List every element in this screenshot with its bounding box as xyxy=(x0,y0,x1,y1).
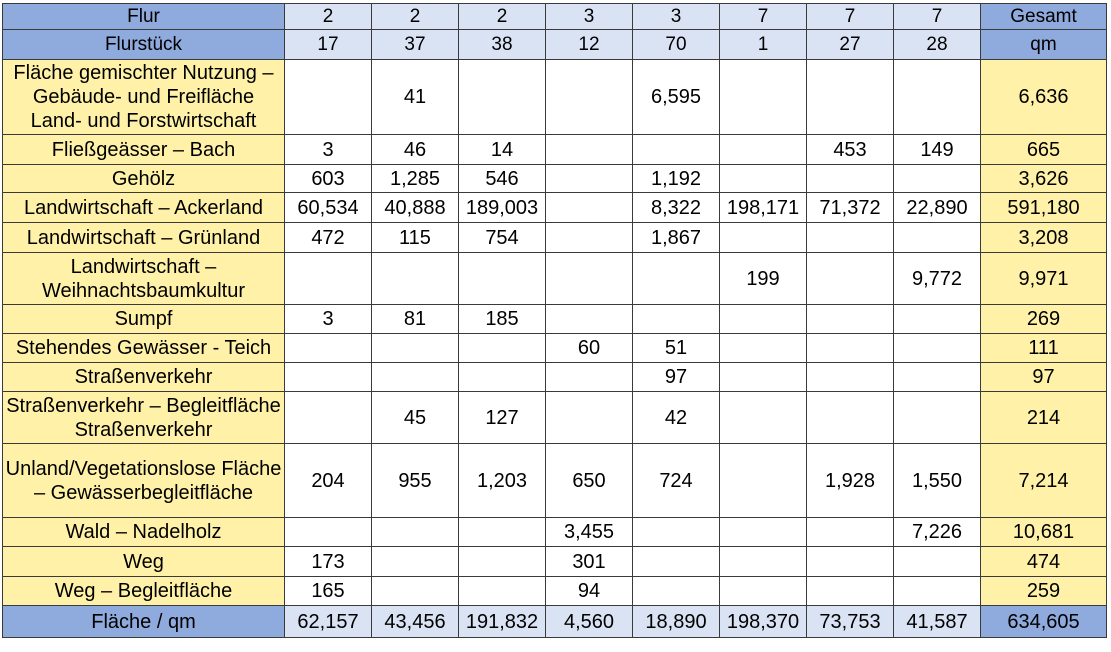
row-label: Wald – Nadelholz xyxy=(3,518,285,547)
row-total: 97 xyxy=(981,363,1107,392)
header-row-flur xyxy=(3,4,1107,30)
flur-value: 3 xyxy=(633,4,720,30)
area-cell: 1,867 xyxy=(633,223,720,253)
area-cell: 60 xyxy=(546,334,633,363)
flurstueck-value: 38 xyxy=(459,30,546,60)
area-cell xyxy=(633,518,720,547)
area-cell: 301 xyxy=(546,547,633,577)
row-label: Straßenverkehr – Begleitfläche Straßenverkehr xyxy=(3,392,285,444)
area-cell xyxy=(546,392,633,444)
area-cell xyxy=(546,363,633,392)
table-row xyxy=(3,193,1107,223)
flur-value: 2 xyxy=(459,4,546,30)
area-cell: 472 xyxy=(285,223,372,253)
area-cell xyxy=(720,392,807,444)
row-label: Landwirtschaft – Grünland xyxy=(3,223,285,253)
table-row xyxy=(3,518,1107,547)
area-cell xyxy=(546,60,633,135)
area-cell xyxy=(372,518,459,547)
area-cell xyxy=(633,253,720,305)
grand-total: 634,605 xyxy=(981,606,1107,638)
flurstueck-value: 70 xyxy=(633,30,720,60)
area-cell xyxy=(459,547,546,577)
land-use-table xyxy=(2,3,1107,638)
flur-value: 7 xyxy=(894,4,981,30)
area-cell xyxy=(546,193,633,223)
area-cell xyxy=(546,223,633,253)
footer-label: Fläche / qm xyxy=(3,606,285,638)
row-total: 474 xyxy=(981,547,1107,577)
area-cell: 199 xyxy=(720,253,807,305)
column-total: 191,832 xyxy=(459,606,546,638)
row-label: Sumpf xyxy=(3,305,285,334)
area-cell: 7,226 xyxy=(894,518,981,547)
area-cell: 204 xyxy=(285,444,372,518)
flur-value: 3 xyxy=(546,4,633,30)
table-row xyxy=(3,334,1107,363)
area-cell xyxy=(807,253,894,305)
column-total: 73,753 xyxy=(807,606,894,638)
column-total: 41,587 xyxy=(894,606,981,638)
table-row xyxy=(3,444,1107,518)
area-cell: 724 xyxy=(633,444,720,518)
area-cell: 189,003 xyxy=(459,193,546,223)
row-label: Unland/Vegetationslose Fläche – Gewässerbegleitfläche xyxy=(3,444,285,518)
table-row xyxy=(3,577,1107,606)
area-cell xyxy=(372,577,459,606)
area-cell xyxy=(894,223,981,253)
flur-value: 7 xyxy=(720,4,807,30)
area-cell xyxy=(720,135,807,165)
area-cell xyxy=(372,547,459,577)
area-cell: 40,888 xyxy=(372,193,459,223)
area-cell xyxy=(807,305,894,334)
area-cell xyxy=(720,223,807,253)
area-cell xyxy=(720,444,807,518)
row-total: 111 xyxy=(981,334,1107,363)
table-row xyxy=(3,60,1107,135)
area-cell: 650 xyxy=(546,444,633,518)
table-row xyxy=(3,392,1107,444)
area-cell: 1,203 xyxy=(459,444,546,518)
area-cell: 97 xyxy=(633,363,720,392)
row-total: 665 xyxy=(981,135,1107,165)
area-cell xyxy=(807,577,894,606)
area-cell xyxy=(285,253,372,305)
area-cell: 3,455 xyxy=(546,518,633,547)
flurstueck-value: 1 xyxy=(720,30,807,60)
area-cell xyxy=(807,518,894,547)
header-row-flurstueck xyxy=(3,30,1107,60)
area-cell xyxy=(459,518,546,547)
area-cell xyxy=(720,577,807,606)
row-label: Weg xyxy=(3,547,285,577)
area-cell xyxy=(546,165,633,193)
area-cell xyxy=(459,577,546,606)
unit-header: qm xyxy=(981,30,1107,60)
area-cell xyxy=(894,334,981,363)
area-cell: 60,534 xyxy=(285,193,372,223)
area-cell: 198,171 xyxy=(720,193,807,223)
area-cell xyxy=(633,547,720,577)
area-cell xyxy=(720,305,807,334)
area-cell xyxy=(459,334,546,363)
gesamt-header: Gesamt xyxy=(981,4,1107,30)
area-cell xyxy=(894,305,981,334)
area-cell xyxy=(546,253,633,305)
row-total: 7,214 xyxy=(981,444,1107,518)
flur-value: 2 xyxy=(285,4,372,30)
area-cell: 3 xyxy=(285,135,372,165)
area-cell xyxy=(807,223,894,253)
area-cell: 8,322 xyxy=(633,193,720,223)
row-total: 3,626 xyxy=(981,165,1107,193)
area-cell xyxy=(720,518,807,547)
area-cell xyxy=(807,334,894,363)
column-total: 18,890 xyxy=(633,606,720,638)
table-row xyxy=(3,547,1107,577)
row-label: Landwirtschaft – Weihnachtsbaumkultur xyxy=(3,253,285,305)
table-row xyxy=(3,165,1107,193)
area-cell: 71,372 xyxy=(807,193,894,223)
table-row xyxy=(3,305,1107,334)
area-cell xyxy=(633,577,720,606)
area-cell xyxy=(459,363,546,392)
area-cell xyxy=(546,135,633,165)
row-total: 3,208 xyxy=(981,223,1107,253)
area-cell: 6,595 xyxy=(633,60,720,135)
area-cell: 1,192 xyxy=(633,165,720,193)
flurstueck-value: 37 xyxy=(372,30,459,60)
area-cell: 1,550 xyxy=(894,444,981,518)
area-cell xyxy=(894,577,981,606)
flur-value: 7 xyxy=(807,4,894,30)
column-total: 4,560 xyxy=(546,606,633,638)
area-cell xyxy=(807,392,894,444)
table-row xyxy=(3,135,1107,165)
area-cell: 149 xyxy=(894,135,981,165)
area-cell xyxy=(720,334,807,363)
row-total: 259 xyxy=(981,577,1107,606)
row-label: Fließgeässer – Bach xyxy=(3,135,285,165)
flurstueck-value: 27 xyxy=(807,30,894,60)
table-row xyxy=(3,223,1107,253)
area-cell: 94 xyxy=(546,577,633,606)
area-cell: 41 xyxy=(372,60,459,135)
area-cell: 42 xyxy=(633,392,720,444)
area-cell xyxy=(894,60,981,135)
area-cell xyxy=(633,135,720,165)
area-cell xyxy=(894,363,981,392)
flur-value: 2 xyxy=(372,4,459,30)
area-cell xyxy=(285,518,372,547)
area-cell: 185 xyxy=(459,305,546,334)
area-cell xyxy=(894,165,981,193)
area-cell xyxy=(285,60,372,135)
flurstueck-value: 17 xyxy=(285,30,372,60)
area-cell: 546 xyxy=(459,165,546,193)
area-cell: 3 xyxy=(285,305,372,334)
area-cell: 453 xyxy=(807,135,894,165)
row-label: Stehendes Gewässer - Teich xyxy=(3,334,285,363)
table-row xyxy=(3,253,1107,305)
area-cell xyxy=(720,60,807,135)
area-cell: 1,928 xyxy=(807,444,894,518)
area-cell xyxy=(807,547,894,577)
area-cell xyxy=(807,363,894,392)
area-cell xyxy=(285,334,372,363)
area-cell xyxy=(720,547,807,577)
area-cell: 1,285 xyxy=(372,165,459,193)
area-cell xyxy=(894,392,981,444)
column-total: 62,157 xyxy=(285,606,372,638)
flurstueck-value: 28 xyxy=(894,30,981,60)
area-cell xyxy=(459,60,546,135)
row-label: Weg – Begleitfläche xyxy=(3,577,285,606)
area-cell xyxy=(633,305,720,334)
land-use-table-container xyxy=(2,3,1107,638)
table-row xyxy=(3,363,1107,392)
area-cell xyxy=(285,363,372,392)
row-total: 9,971 xyxy=(981,253,1107,305)
row-label: Landwirtschaft – Ackerland xyxy=(3,193,285,223)
flurstueck-header: Flurstück xyxy=(3,30,285,60)
area-cell: 81 xyxy=(372,305,459,334)
area-cell: 955 xyxy=(372,444,459,518)
row-total: 10,681 xyxy=(981,518,1107,547)
area-cell: 22,890 xyxy=(894,193,981,223)
row-total: 6,636 xyxy=(981,60,1107,135)
area-cell xyxy=(372,253,459,305)
area-cell: 173 xyxy=(285,547,372,577)
area-cell xyxy=(372,334,459,363)
area-cell xyxy=(720,363,807,392)
row-total: 591,180 xyxy=(981,193,1107,223)
area-cell: 165 xyxy=(285,577,372,606)
area-cell xyxy=(546,305,633,334)
area-cell: 46 xyxy=(372,135,459,165)
area-cell xyxy=(807,165,894,193)
area-cell xyxy=(894,547,981,577)
area-cell xyxy=(459,253,546,305)
flur-header: Flur xyxy=(3,4,285,30)
area-cell xyxy=(807,60,894,135)
row-label: Straßenverkehr xyxy=(3,363,285,392)
area-cell xyxy=(372,363,459,392)
area-cell: 603 xyxy=(285,165,372,193)
area-cell: 9,772 xyxy=(894,253,981,305)
row-total: 214 xyxy=(981,392,1107,444)
area-cell: 14 xyxy=(459,135,546,165)
area-cell xyxy=(720,165,807,193)
footer-row-sum xyxy=(3,606,1107,638)
area-cell xyxy=(285,392,372,444)
column-total: 198,370 xyxy=(720,606,807,638)
area-cell: 45 xyxy=(372,392,459,444)
row-label: Fläche gemischter Nutzung – Gebäude- und Freifläche Land- und Forstwirtschaft xyxy=(3,60,285,135)
area-cell: 127 xyxy=(459,392,546,444)
row-label: Gehölz xyxy=(3,165,285,193)
area-cell: 754 xyxy=(459,223,546,253)
area-cell: 115 xyxy=(372,223,459,253)
flurstueck-value: 12 xyxy=(546,30,633,60)
area-cell: 51 xyxy=(633,334,720,363)
column-total: 43,456 xyxy=(372,606,459,638)
row-total: 269 xyxy=(981,305,1107,334)
